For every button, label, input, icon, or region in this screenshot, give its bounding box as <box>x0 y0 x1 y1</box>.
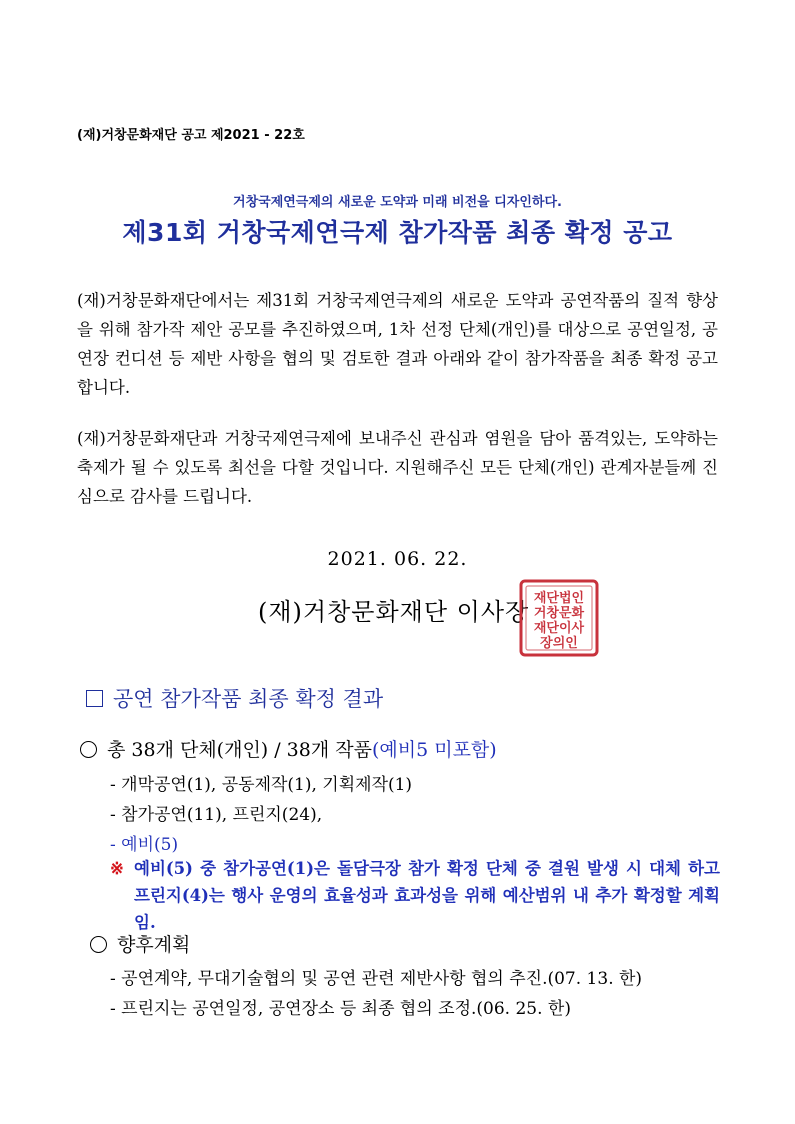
square-bullet-icon <box>86 690 103 707</box>
reserve-note <box>110 855 720 936</box>
intro-paragraph: (재)거창문화재단에서는 제31회 거창국제연극제의 새로운 도약과 공연작품의 질적 향상을 위해 참가작 제안 공모를 추진하였으며, 1차 선정 단체(개인)를 대상으로 공연일정, 공연장 컨디션 등 제반 사항을 협의 및 검토한 결과 아래와 같이 참가작품을 최종 확정 공고합니다. <box>77 291 718 397</box>
notice-number: (재)거창문화재단 공고 제2021 - 22호 <box>77 128 305 143</box>
document-subtitle: 거창국제연극제의 새로운 도약과 미래 비전을 디자인하다. <box>233 195 562 210</box>
future-plan-item: - 공연계약, 무대기술협의 및 공연 관련 제반사항 협의 추진.(07. 13. 한) <box>110 969 643 989</box>
result-item: - 참가공연(11), 프린지(24), <box>110 805 323 825</box>
future-plan-label: 향후계획 <box>117 934 191 956</box>
seal-line: 거창문화 <box>533 606 585 621</box>
seal-line: 재단이사 <box>533 621 585 636</box>
result-item: - 개막공연(1), 공동제작(1), 기획제작(1) <box>110 775 413 795</box>
results-section-label: 공연 참가작품 최종 확정 결과 <box>113 687 384 711</box>
thanks-paragraph: (재)거창문화재단과 거창국제연극제에 보내주신 관심과 염원을 담아 품격있는, 도약하는 축제가 될 수 있도록 최선을 다할 것입니다. 지원해주신 모든 단체(개인) 관계자분들께 진심으로 감사를 드립니다. <box>77 429 718 506</box>
signer-name: (재)거창문화재단 이사장 <box>258 598 530 626</box>
future-plan-item: - 프린지는 공연일정, 공연장소 등 최종 협의 조정.(06. 25. 한) <box>110 999 571 1019</box>
results-section-title <box>86 683 383 713</box>
notice-date: 2021. 06. 22. <box>327 548 468 570</box>
results-total-text: 총 38개 단체(개인) / 38개 작품 <box>107 739 372 761</box>
results-total-line <box>80 735 497 762</box>
note-mark: ※ <box>110 859 124 878</box>
document-title: 제31회 거창국제연극제 참가작품 최종 확정 공고 <box>122 218 673 247</box>
result-item-reserve: - 예비(5) <box>110 835 179 855</box>
seal-line: 재단법인 <box>533 591 585 606</box>
future-plan-title <box>90 930 190 957</box>
official-seal-icon <box>518 578 600 658</box>
circle-bullet-icon <box>80 741 97 758</box>
reserve-note-text: 예비(5) 중 참가공연(1)은 돌담극장 참가 확정 단체 중 결원 발생 시 대체 하고 프린지(4)는 행사 운영의 효율성과 효과성을 위해 예산범위 내 추가 확정할 계획임. <box>134 859 720 932</box>
circle-bullet-icon <box>90 936 107 953</box>
results-total-note: (예비5 미포함) <box>371 739 497 761</box>
seal-line: 장의인 <box>540 636 578 651</box>
